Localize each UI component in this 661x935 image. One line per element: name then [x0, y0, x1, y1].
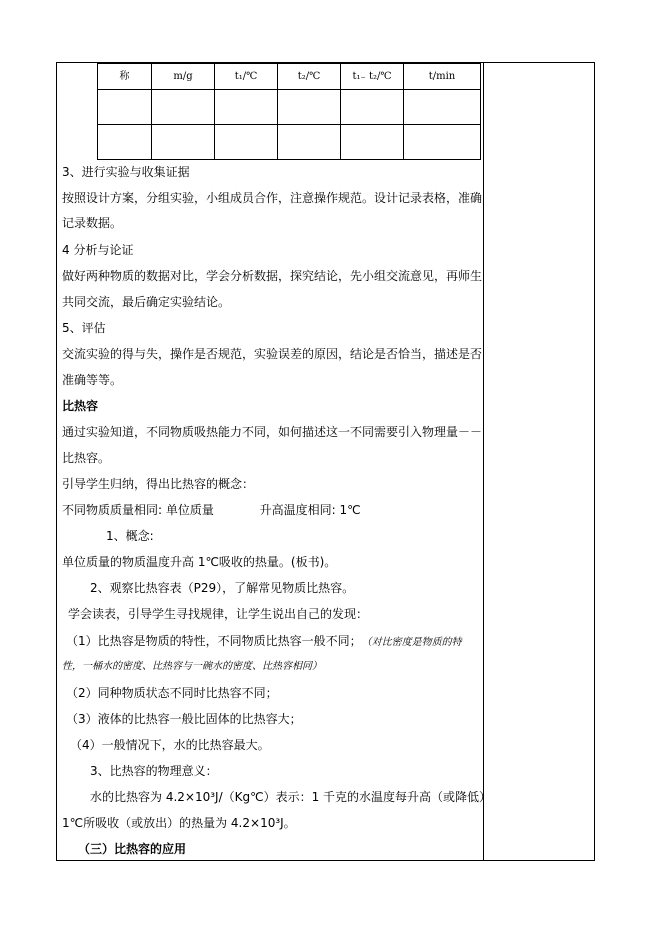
- paragraph-line: 记录数据。: [62, 216, 123, 230]
- heading-specific-heat: 比热容: [62, 399, 99, 413]
- finding-line: （4）一般情况下，水的比热容最大。: [70, 738, 270, 752]
- finding-line: [66, 633, 462, 651]
- subheading: 3、比热容的物理意义：: [90, 764, 218, 778]
- table-cell: [152, 90, 215, 125]
- data-record-table: [97, 63, 481, 160]
- finding-note: （对比密度是物质的特: [361, 637, 462, 648]
- table-cell: [404, 90, 481, 125]
- section-title: 4 分析与论证: [62, 243, 134, 257]
- paragraph-line: 交流实验的得与失，操作是否规范，实验误差的原因，结论是否恰当，描述是否: [62, 347, 483, 361]
- table-cell: [98, 90, 152, 125]
- finding-line: （2）同种物质状态不同时比热容不同；: [66, 686, 278, 700]
- section-title: 5、评估: [62, 321, 106, 335]
- table-cell: [98, 125, 152, 160]
- finding-line: （3）液体的比热容一般比固体的比热容大；: [66, 712, 302, 726]
- column-divider: [483, 62, 484, 861]
- paragraph-line: 按照设计方案，分组实验，小组成员合作，注意操作规范。设计记录表格，准确: [62, 191, 483, 205]
- paragraph-line: 共同交流，最后确定实验结论。: [62, 295, 231, 309]
- header-cell: m/g: [152, 64, 215, 90]
- table-cell: [404, 125, 481, 160]
- paragraph-line: 比热容。: [62, 451, 111, 465]
- subheading: 1、概念:: [106, 529, 154, 543]
- table-cell: [278, 125, 341, 160]
- section-heading: （三）比热容的应用: [78, 842, 187, 856]
- table-row: [98, 125, 481, 160]
- paragraph-line: 单位质量的物质温度升高 1℃吸收的热量。(板书)。: [62, 555, 337, 569]
- header-cell: t₁/℃: [215, 64, 278, 90]
- paragraph-line: 水的比热容为 4.2×10³J/（Kg℃）表示：1 千克的水温度每升高（或降低）: [90, 790, 492, 804]
- header-cell: 称: [98, 64, 152, 90]
- paragraph-line: 引导学生归纳，得出比热容的概念：: [62, 477, 255, 491]
- header-cell: t₁₋ t₂/℃: [341, 64, 404, 90]
- header-cell: t₂/℃: [278, 64, 341, 90]
- table-cell: [215, 90, 278, 125]
- paragraph-line: 1℃所吸收（或放出）的热量为 4.2×10³J。: [62, 816, 296, 830]
- paragraph-line: 不同物质质量相同: 单位质量 升高温度相同: 1℃: [62, 503, 361, 517]
- table-cell: [341, 90, 404, 125]
- paragraph-line: 学会读表，引导学生寻找规律，让学生说出自己的发现：: [68, 607, 369, 621]
- subheading: 2、观察比热容表（P29），了解常见物质比热容。: [90, 581, 355, 595]
- header-cell: t/min: [404, 64, 481, 90]
- table-cell: [152, 125, 215, 160]
- table-cell: [215, 125, 278, 160]
- paragraph-line: 通过实验知道，不同物质吸热能力不同，如何描述这一不同需要引入物理量－－: [62, 425, 483, 439]
- section-title: 3、进行实验与收集证据: [62, 165, 190, 179]
- paragraph-line: 做好两种物质的数据对比，学会分析数据，探究结论，先小组交流意见，再师生: [62, 269, 483, 283]
- table-row: [98, 90, 481, 125]
- paragraph-line: 准确等等。: [62, 373, 123, 387]
- table-cell: [278, 90, 341, 125]
- table-header-row: [98, 64, 481, 90]
- finding-note: 性，一桶水的密度、比热容与一碗水的密度、比热容相同）: [62, 661, 322, 672]
- table-cell: [341, 125, 404, 160]
- finding-text: （1）比热容是物质的特性，不同物质比热容一般不同；: [66, 634, 362, 648]
